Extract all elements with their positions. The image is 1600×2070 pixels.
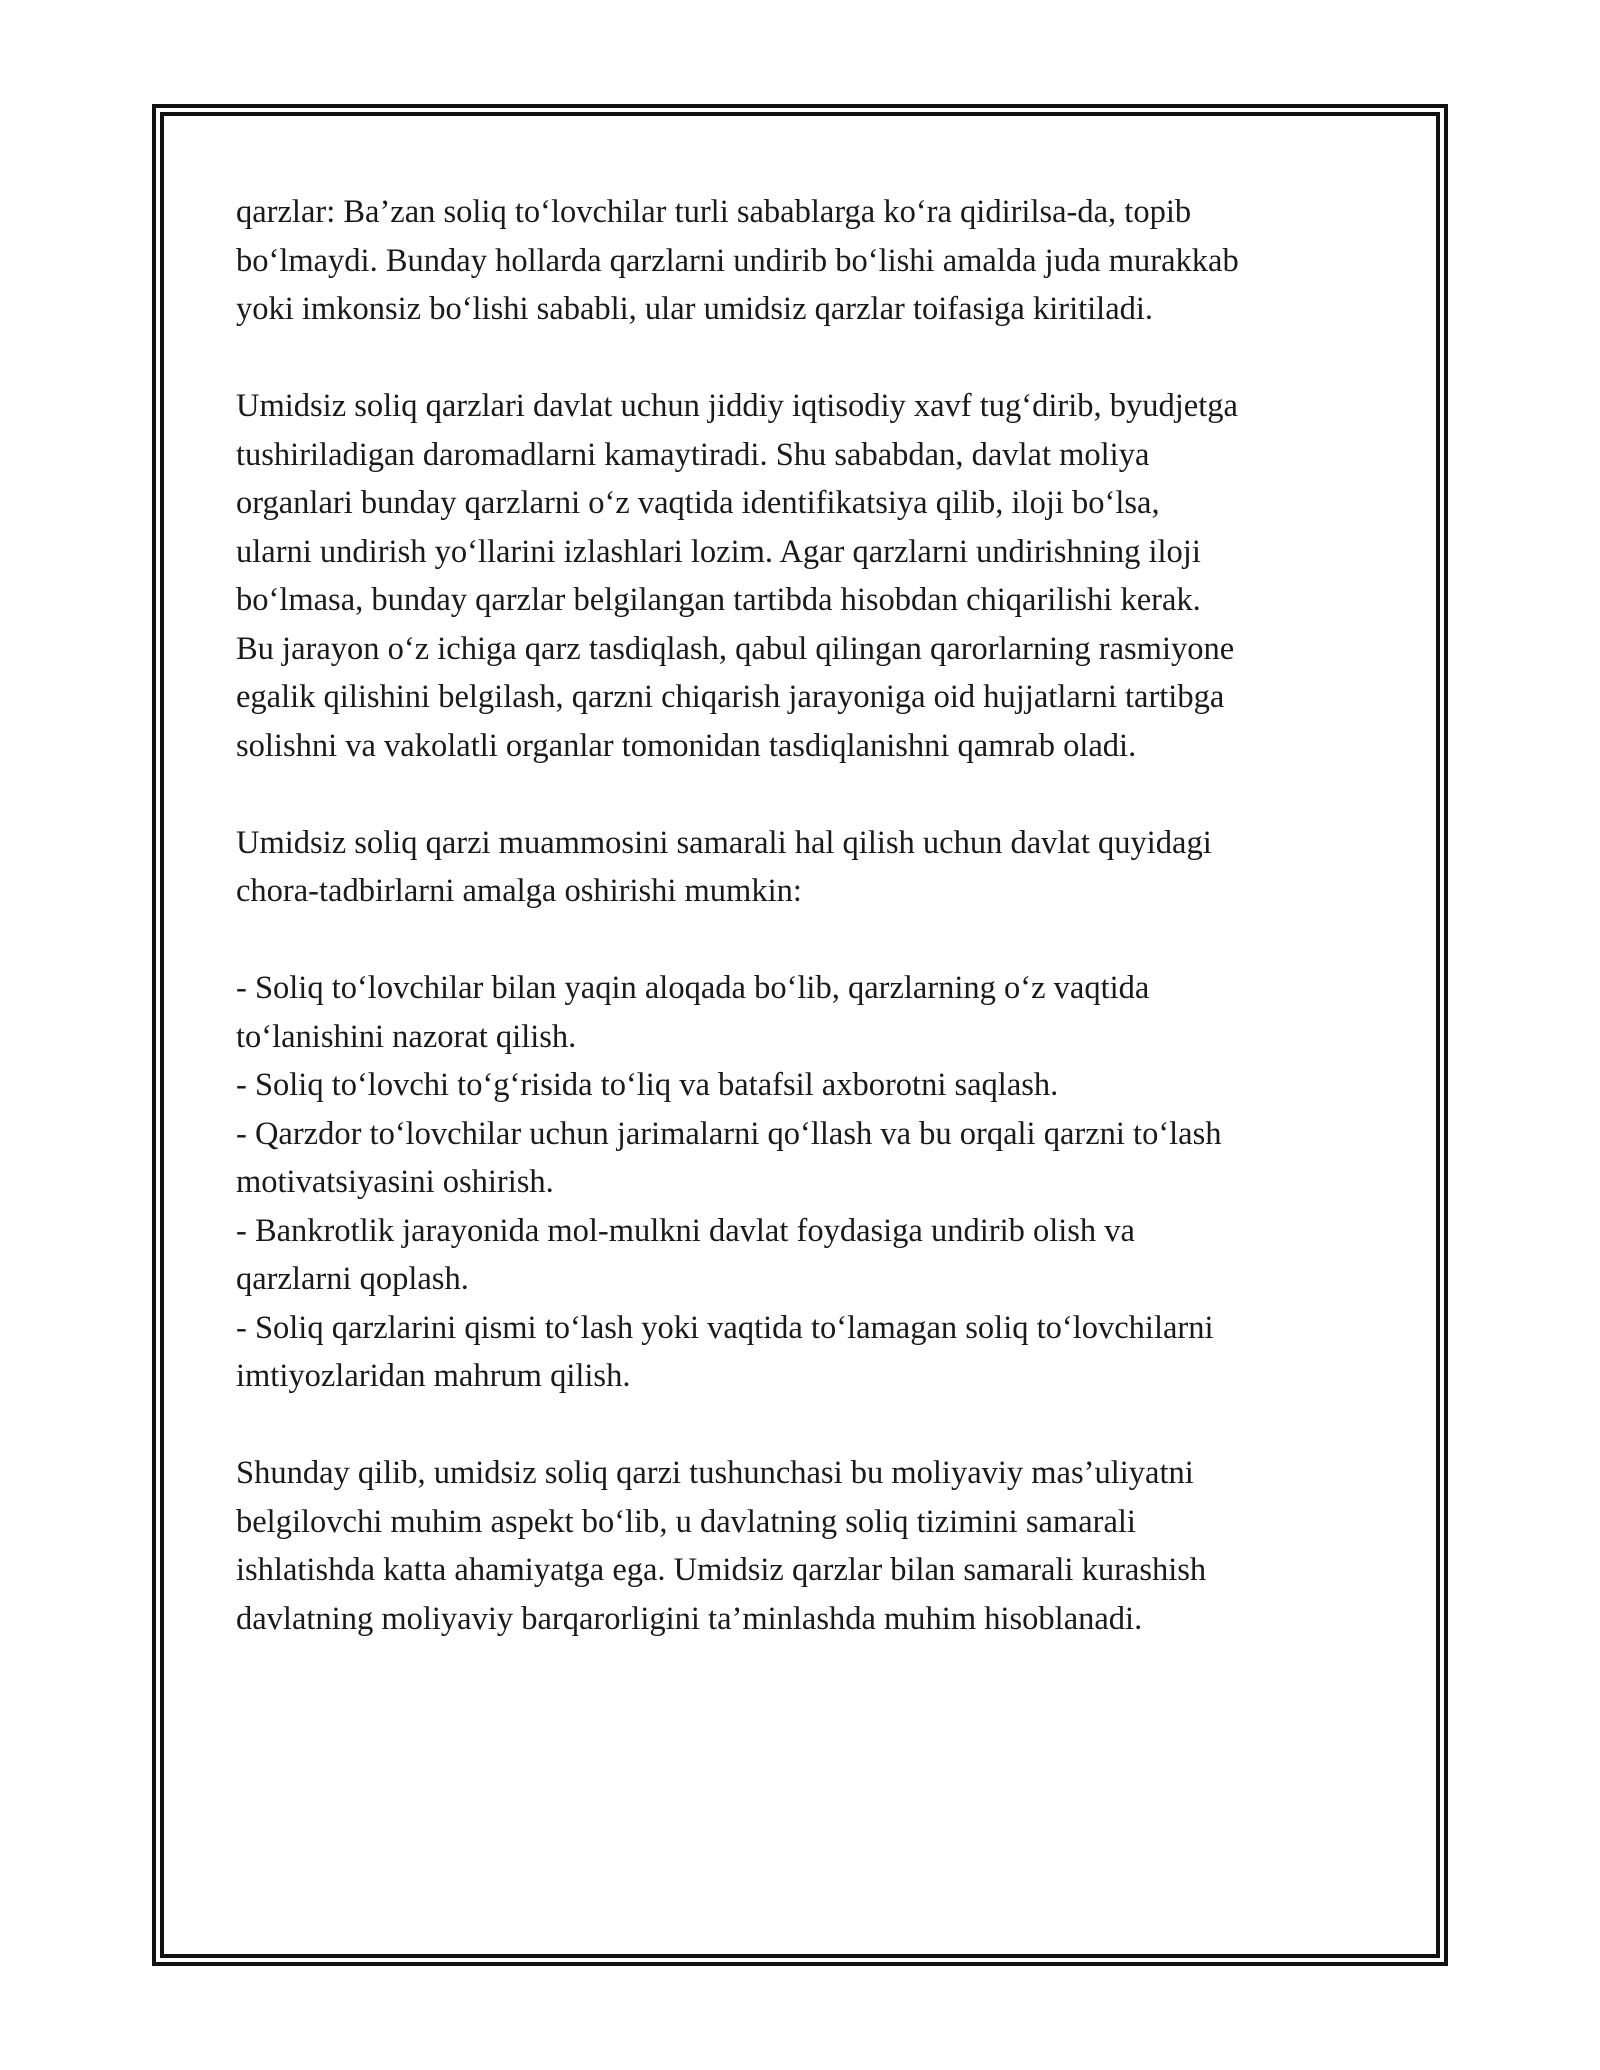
measures-list (236, 964, 1386, 1401)
paragraph-2: Umidsiz soliq qarzlari davlat uchun jiddiy iqtisodiy xavf tug‘dirib, byudjetga tushiriladigan daromadlarni kamaytiradi. Shu sababdan, davlat moliya organlari bunday qarzlarni o‘z vaqtida identifikatsiya qilib, iloji bo‘lsa, ularni undirish yo‘llarini izlashlari lozim. Agar qarzlarni undirishning iloji bo‘lmasa, bunday qarzlar belgilangan tartibda hisobdan chiqarilishi kerak. Bu jarayon o‘z ichiga qarz tasdiqlash, qabul qilingan qarorlarning rasmiyone egalik qilishini belgilash, qarzni chiqarish jarayoniga oid hujjatlarni tartibga solishni va vakolatli organlar tomonidan tasdiqlanishni qamrab oladi. (236, 388, 1238, 764)
document-body (236, 188, 1386, 1692)
list-item: - Qarzdor to‘lovchilar uchun jarimalarni qo‘llash va bu orqali qarzni to‘lash motivatsiyasini oshirish. (236, 1115, 1222, 1200)
list-item: - Soliq to‘lovchi to‘g‘risida to‘liq va batafsil axborotni saqlash. (236, 1067, 1059, 1103)
list-item: - Soliq qarzlarini qismi to‘lash yoki vaqtida to‘lamagan soliq to‘lovchilarni imtiyozlaridan mahrum qilish. (236, 1309, 1214, 1394)
list-item: - Soliq to‘lovchilar bilan yaqin aloqada bo‘lib, qarzlarning o‘z vaqtida to‘lanishini nazorat qilish. (236, 970, 1150, 1055)
list-item: - Bankrotlik jarayonida mol-mulkni davlat foydasiga undirib olish va qarzlarni qoplash. (236, 1212, 1135, 1297)
conclusion-paragraph: Shunday qilib, umidsiz soliq qarzi tushunchasi bu moliyaviy mas’uliyatni belgilovchi muhim aspekt bo‘lib, u davlatning soliq tizimini samarali ishlatishda katta ahamiyatga ega. Umidsiz qarzlar bilan samarali kurashish davlatning moliyaviy barqarorligini ta’minlashda muhim hisoblanadi. (236, 1455, 1207, 1637)
paragraph-3: Umidsiz soliq qarzi muammosini samarali hal qilish uchun davlat quyidagi chora-tadbirlarni amalga oshirishi mumkin: (236, 824, 1212, 909)
paragraph-1: qarzlar: Ba’zan soliq to‘lovchilar turli sabablarga ko‘ra qidirilsa-da, topib bo‘lmaydi. Bunday hollarda qarzlarni undirib bo‘lishi amalda juda murakkab yoki imkonsiz bo‘lishi sababli, ular umidsiz qarzlar toifasiga kiritiladi. (236, 194, 1239, 327)
